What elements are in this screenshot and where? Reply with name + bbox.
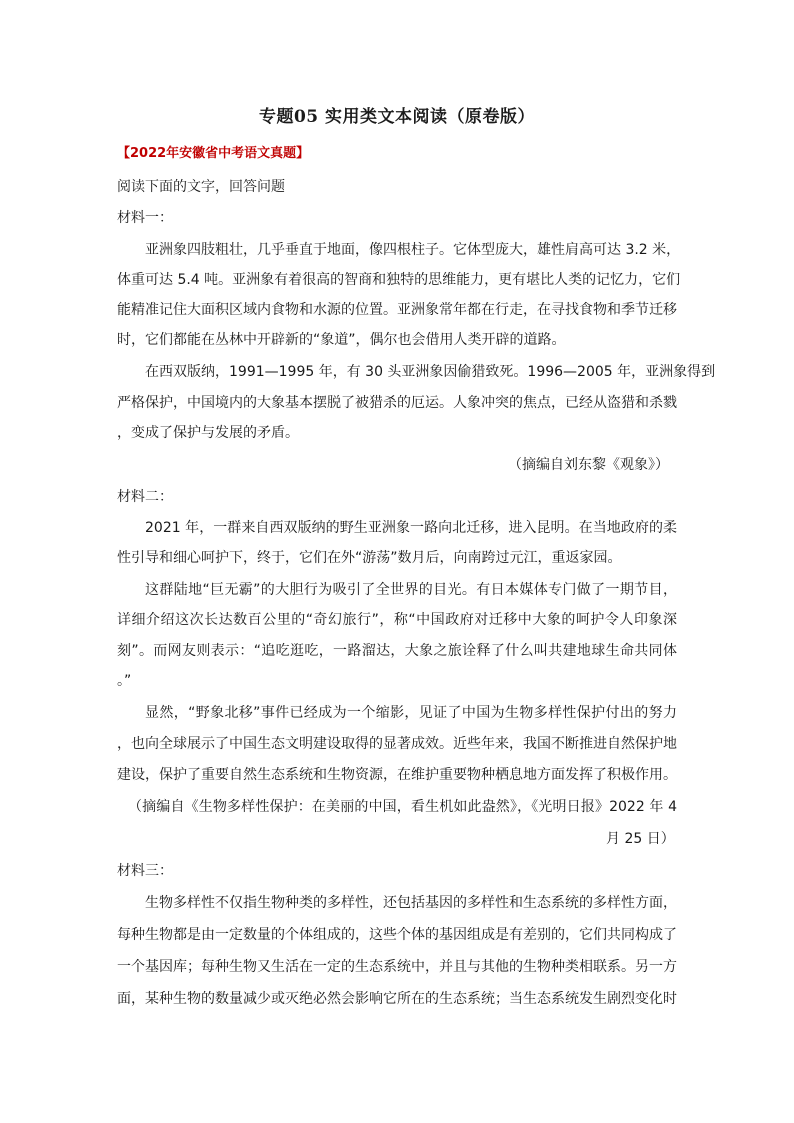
- material1-line: 严格保护，中国境内的大象基本摆脱了被猎杀的厄运。人象冲突的焦点，已经从盗猎和杀戮: [117, 395, 677, 411]
- material1-heading: 材料一：: [117, 210, 173, 226]
- material2-line: 这群陆地“巨无霸”的大胆行为吸引了全世界的目光。有日本媒体专门做了一期节目，: [145, 582, 677, 598]
- material1-line: 亚洲象四肢粗壮，几乎垂直于地面，像四根柱子。它体型庞大，雄性肩高可达 3.2 米，: [145, 242, 681, 258]
- material2-line: ，也向全球展示了中国生态文明建设取得的显著成效。近些年来，我国不断推进自然保护地: [117, 736, 677, 752]
- material1-citation: （摘编自刘东黎《观象》）: [508, 457, 669, 473]
- material2-line: 详细介绍这次长达数百公里的“奇幻旅行”，称“中国政府对迁移中大象的呵护令人印象深: [117, 612, 677, 628]
- material1-line: 在西双版纳，1991—1995 年，有 30 头亚洲象因偷猎致死。1996—2005 年，亚洲象得到: [145, 364, 716, 380]
- material2-line: 显然，“野象北移”事件已经成为一个缩影，见证了中国为生物多样性保护付出的努力: [145, 705, 677, 721]
- page-title: 专题05 实用类文本阅读（原卷版）: [258, 107, 536, 127]
- material3-heading: 材料三：: [117, 863, 173, 879]
- material1-line: ，变成了保护与发展的矛盾。: [117, 425, 299, 441]
- material1-line: 时，它们都能在丛林中开辟新的“象道”，偶尔也会借用人类开辟的道路。: [117, 332, 566, 348]
- material2-heading: 材料二：: [117, 489, 173, 505]
- material1-line: 能精准记住大面积区域内食物和水源的位置。亚洲象常年都在行走，在寻找食物和季节迁移: [117, 302, 677, 318]
- material2-citation: （摘编自《生物多样性保护：在美丽的中国，看生机如此盎然》，《光明日报》2022 年 4: [128, 799, 677, 815]
- source-tag: 【2022年安徽省中考语文真题】: [117, 146, 310, 161]
- material3-line: 面，某种生物的数量减少或灭绝必然会影响它所在的生态系统；当生态系统发生剧烈变化时: [117, 991, 677, 1007]
- material2-line: 。”: [117, 673, 132, 689]
- material2-line: 2021 年，一群来自西双版纳的野生亚洲象一路向北迁移，进入昆明。在当地政府的柔: [145, 520, 677, 536]
- material2-line: 性引导和细心呵护下，终于，它们在外“游荡”数月后，向南跨过元江，重返家园。: [117, 550, 622, 566]
- material3-line: 生物多样性不仅指生物种类的多样性，还包括基因的多样性和生态系统的多样性方面，: [145, 895, 677, 911]
- material1-line: 体重可达 5.4 吨。亚洲象有着很高的智商和独特的思维能力，更有堪比人类的记忆力，它们: [117, 272, 681, 288]
- material2-citation: 月 25 日）: [606, 831, 675, 847]
- material3-line: 每种生物都是由一定数量的个体组成的，这些个体的基因组成是有差别的，它们共同构成了: [117, 927, 677, 943]
- material3-line: 一个基因库；每种生物又生活在一定的生态系统中，并且与其他的生物种类相联系。另一方: [117, 959, 677, 975]
- material2-line: 建设，保护了重要自然生态系统和生物资源，在维护重要物种栖息地方面发挥了积极作用。: [117, 767, 677, 783]
- instruction-text: 阅读下面的文字，回答问题: [117, 179, 285, 195]
- material2-line: 刻”。而网友则表示：“追吃逛吃，一路溜达，大象之旅诠释了什么叫共建地球生命共同体: [117, 643, 677, 659]
